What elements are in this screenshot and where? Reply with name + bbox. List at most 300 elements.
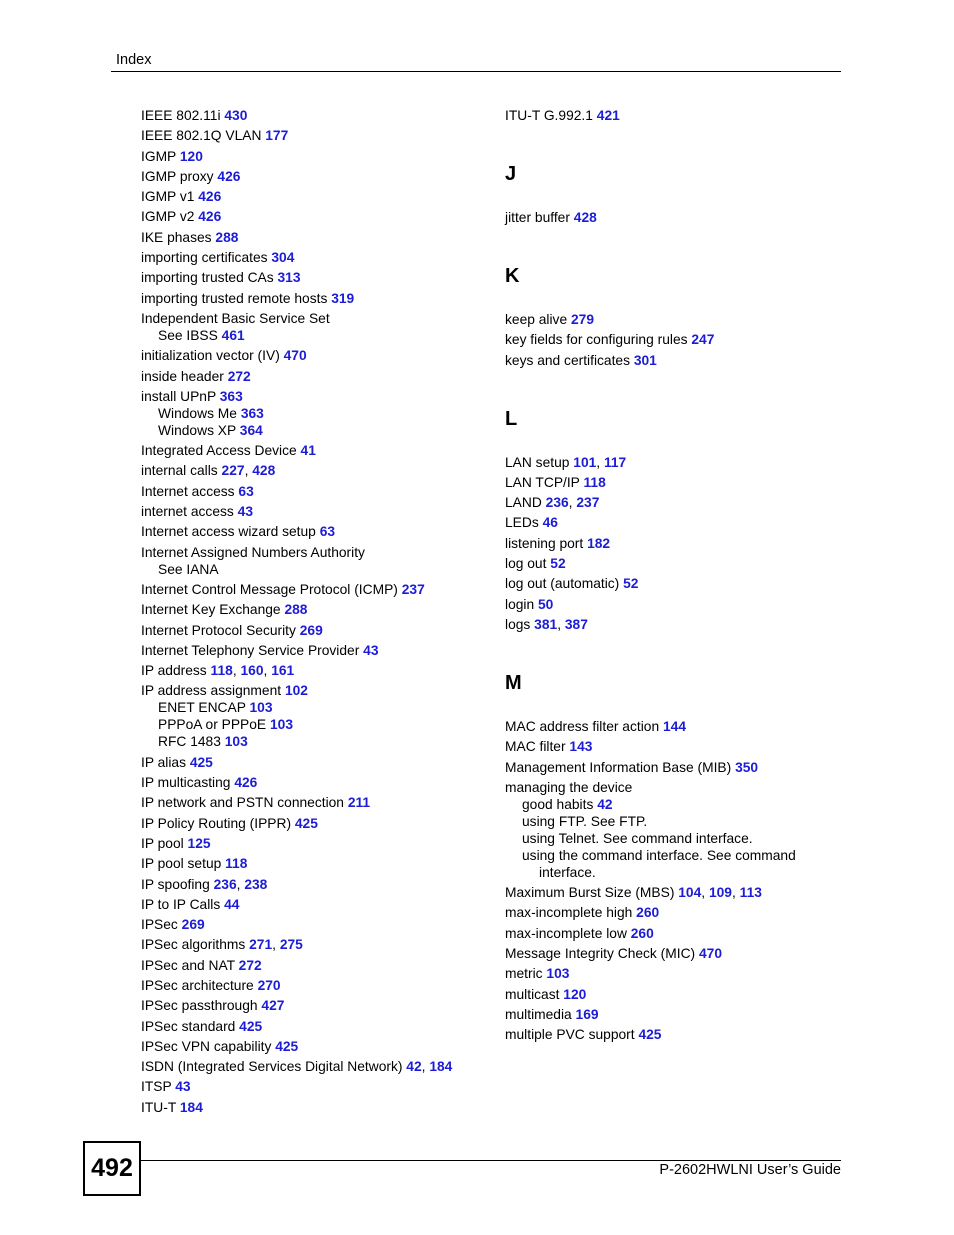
index-term: See IBSS [158,327,222,343]
page-link[interactable]: 169 [575,1006,599,1022]
page-link[interactable]: 52 [623,576,639,592]
index-term: IGMP proxy [141,168,218,184]
index-entry [505,904,845,921]
page-link[interactable]: 313 [277,270,301,286]
index-term: multicast [505,986,564,1002]
index-entry-main [141,208,491,225]
page-link[interactable]: 269 [181,917,205,933]
page-link[interactable]: 161 [271,663,295,679]
index-term: IEEE 802.1Q VLAN [141,128,266,144]
page-link[interactable]: 125 [187,835,211,851]
page-link[interactable]: 109 [708,885,732,901]
index-term: IPSec passthrough [141,998,262,1014]
index-term: IEEE 802.11i [141,108,225,123]
index-term: IP pool [141,835,188,851]
index-term: managing the device [505,779,633,795]
header-divider [111,71,841,72]
page-link[interactable]: 63 [319,524,336,540]
index-entry [141,1058,491,1075]
index-entry-main [505,311,845,328]
index-term: Message Integrity Check (MIC) [505,946,699,962]
index-entry [505,209,845,226]
index-entry-main [141,682,491,699]
index-term: RFC 1483 [158,734,225,750]
index-entry-main [141,442,491,459]
index-entry [141,168,491,185]
page-link[interactable]: 52 [550,556,566,572]
index-term: key fields for configuring rules [505,332,692,348]
page-link[interactable]: 42 [597,796,613,812]
page-link[interactable]: 381 [534,616,558,632]
index-term: Management Information Base (MIB) [505,759,736,775]
index-term: LEDs [505,515,543,531]
index-entry-main [141,388,491,405]
index-entry-main [141,107,491,124]
page-link[interactable]: 44 [224,896,240,912]
index-entry [505,596,845,613]
page-link[interactable]: 41 [300,443,316,459]
page-link[interactable]: 50 [537,596,554,612]
index-term: ITU-T G.992.1 [505,108,597,123]
page-link[interactable]: 430 [224,108,248,123]
index-term: good habits [522,796,598,812]
index-column-right [505,107,845,1047]
index-term: multiple PVC support [505,1027,639,1043]
index-subentry [141,422,491,439]
page-link[interactable]: 182 [587,535,611,551]
index-entry [141,290,491,307]
page-link[interactable]: 103 [224,734,248,750]
index-entry [141,523,491,540]
index-entry [141,601,491,618]
index-term: Maximum Burst Size (MBS) [505,885,679,901]
index-entry-main [141,997,491,1014]
page-link[interactable]: 43 [363,642,379,658]
index-entry [141,642,491,659]
index-term: Independent Basic Service Set [141,310,330,326]
page-link[interactable]: 113 [739,885,762,901]
index-term: Windows XP [158,422,240,438]
index-entry-main [141,368,491,385]
page-link[interactable]: 421 [596,108,620,123]
index-entry-main: LAND 236, 237 [505,495,600,511]
index-entry-main [505,738,845,755]
index-term: log out [505,556,551,572]
index-entry-main [141,347,491,364]
page-link[interactable]: 118 [225,856,248,872]
index-entry [141,462,491,479]
index-entry [505,616,845,633]
index-term: listening port [505,535,588,551]
index-term: Internet Protocol Security [141,622,300,638]
page-link[interactable]: 470 [698,946,723,962]
index-entry [141,754,491,771]
index-entry [505,575,845,592]
index-entry-main [141,581,491,598]
index-entry-main: internal calls 227, 428 [141,463,276,479]
page-link[interactable]: 425 [239,1018,263,1034]
page-link[interactable]: 425 [189,754,213,770]
index-entry [505,107,845,124]
index-term: Internet Telephony Service Provider [141,642,364,658]
index-term: IP network and PSTN connection [141,795,348,811]
page-link[interactable]: 144 [662,718,686,734]
index-entry-main [505,107,845,124]
page-link[interactable]: 43 [237,504,253,520]
index-entry [505,352,845,369]
index-term: IP address assignment [141,683,285,699]
page-link[interactable]: 63 [238,483,254,499]
index-entry-main [141,544,491,561]
index-term: MAC address filter action [505,718,663,734]
index-term: metric [505,966,547,982]
index-term: ITU-T [141,1099,180,1115]
page-link[interactable]: 103 [269,717,294,733]
index-entry-main [141,503,491,520]
index-entry-main [505,945,845,962]
index-term: IP pool setup [141,856,226,872]
page-link[interactable]: 238 [244,876,268,892]
page-link[interactable]: 275 [279,937,303,953]
index-entry [141,269,491,286]
index-entry [141,936,491,953]
page-link[interactable]: 425 [294,815,318,831]
page-link[interactable]: 260 [636,905,660,921]
index-entry [141,682,491,750]
index-term: IGMP v2 [141,209,199,225]
index-entry [141,249,491,266]
index-entry-main [141,896,491,913]
page-link[interactable]: 46 [542,515,558,531]
index-term: internet access [141,504,238,520]
index-term: LAND [505,495,546,511]
index-term: IP address [141,663,211,679]
index-entry [141,997,491,1014]
index-entry [141,977,491,994]
page-link[interactable]: 426 [217,168,241,184]
index-entry-main [141,290,491,307]
index-entry-main [505,1006,845,1023]
index-entry [141,662,491,679]
index-subentry [505,864,845,881]
page-link[interactable]: 470 [283,348,307,364]
index-entry [141,957,491,974]
index-entry [505,925,845,942]
index-entry [505,331,845,348]
index-entry [141,855,491,872]
index-entry [505,555,845,572]
index-entry [141,148,491,165]
page-link[interactable]: 247 [691,332,715,348]
page-link[interactable]: 177 [265,128,289,144]
page-link[interactable]: 211 [347,795,371,811]
section-letter: J [505,163,517,185]
index-entry [141,581,491,598]
index-entry [505,474,845,491]
index-entry [141,483,491,500]
page-link[interactable]: 42 [406,1059,422,1075]
index-entry [141,835,491,852]
index-entry [505,535,845,552]
index-subentry [141,733,491,750]
index-subentry [141,699,491,716]
index-entry-main: Maximum Burst Size (MBS) 104, 109, 113 [505,885,762,901]
index-term: using FTP. See FTP. [522,813,648,829]
page-link[interactable]: 319 [331,290,355,306]
index-entry-main [141,127,491,144]
index-term: IPSec and NAT [141,957,239,973]
index-entry-main [505,986,845,1003]
index-entry [141,442,491,459]
index-entry [505,759,845,776]
index-term: initialization vector (IV) [141,348,284,364]
index-term: using the command interface. See command [522,847,796,863]
page-link[interactable]: 236 [545,495,569,511]
index-entry-main: IP address 118, 160, 161 [141,663,295,679]
section-letter: K [505,265,520,287]
index-entry [141,1018,491,1035]
page-link[interactable]: 184 [429,1059,453,1075]
index-entry-main [141,957,491,974]
index-entry-main [141,188,491,205]
page-link[interactable]: 271 [249,937,273,953]
page-link[interactable]: 103 [249,700,273,716]
index-term: Internet Control Message Protocol (ICMP) [141,581,402,597]
page-link[interactable]: 363 [240,405,264,421]
page-link[interactable]: 288 [215,229,239,245]
index-entry [505,986,845,1003]
page-link[interactable]: 428 [252,463,276,479]
index-entry-main [141,977,491,994]
index-term: IPSec algorithms [141,937,250,953]
index-term: jitter buffer [505,210,574,225]
index-entry [141,188,491,205]
page-link[interactable]: 120 [563,986,587,1002]
index-entry-main [505,209,845,226]
page-link[interactable]: 104 [678,885,702,901]
index-term: ENET ENCAP [158,700,250,716]
page-link[interactable]: 117 [603,454,627,470]
index-term: interface. [539,864,596,880]
index-entry-main [141,310,491,327]
index-entry-main [141,642,491,659]
index-term: keys and certificates [505,352,634,368]
page-link[interactable]: 426 [198,209,222,225]
index-term: IP to IP Calls [141,896,225,912]
page-link[interactable]: 304 [271,250,295,266]
page-link[interactable]: 428 [573,210,597,225]
index-entry-main [141,1078,491,1095]
index-entry-main [141,855,491,872]
index-entry-main [505,575,845,592]
index-entry-main [141,774,491,791]
page-link[interactable]: 184 [179,1099,203,1115]
index-entry-main [141,1099,491,1116]
index-subentry [505,796,845,813]
index-term: log out (automatic) [505,576,624,592]
page-link[interactable]: 425 [638,1027,662,1043]
index-entry-main: IP spoofing 236, 238 [141,876,268,892]
index-entry-main [505,352,845,369]
index-term: max-incomplete high [505,905,637,921]
index-subentry [505,830,845,847]
index-term: Internet Assigned Numbers Authority [141,544,365,560]
page-link[interactable]: 427 [261,998,285,1014]
index-term: See IANA [158,561,219,577]
index-entry-main [505,718,845,735]
page-link[interactable]: 425 [275,1038,299,1054]
page-link[interactable]: 118 [583,474,606,490]
index-entry-main [141,815,491,832]
page-link[interactable]: 236 [213,876,237,892]
index-term: login [505,596,538,612]
index-entry [141,310,491,344]
page-link[interactable]: 426 [198,189,222,205]
index-term: IPSec [141,917,182,933]
index-entry [505,494,845,511]
page-link[interactable]: 272 [227,368,251,384]
page-link[interactable]: 387 [564,616,588,632]
index-term: LAN setup [505,454,574,470]
page-link[interactable]: 461 [221,327,245,343]
index-term: Integrated Access Device [141,443,301,459]
index-entry [141,229,491,246]
index-entry [505,514,845,531]
page-link[interactable]: 426 [234,775,258,791]
page-link[interactable]: 160 [240,663,264,679]
index-entry-main [141,483,491,500]
index-entry-main [141,168,491,185]
index-term: LAN TCP/IP [505,474,584,490]
index-entry-main: logs 381, 387 [505,616,588,632]
index-entry [141,896,491,913]
index-entry-main [505,514,845,531]
index-entry [141,503,491,520]
index-entry [141,368,491,385]
page-link[interactable]: 101 [573,454,597,470]
page-link[interactable]: 350 [735,759,759,775]
index-entry-main [141,794,491,811]
index-entry-main [141,754,491,771]
index-term: ITSP [141,1079,176,1095]
page-link[interactable]: 43 [175,1079,191,1095]
index-entry-main [505,925,845,942]
page-link[interactable]: 364 [239,422,263,438]
index-entry [505,945,845,962]
index-entry [505,738,845,755]
index-subentry [141,716,491,733]
index-term: IPSec VPN capability [141,1038,276,1054]
index-entry [141,544,491,578]
page-link[interactable]: 120 [179,148,203,164]
section-letter: M [505,671,522,694]
index-entry-main [505,535,845,552]
index-term: importing certificates [141,250,272,266]
index-term: Windows Me [158,405,241,421]
index-entry-main [505,1026,845,1043]
index-entry-main [141,523,491,540]
index-entry [141,1099,491,1116]
page-link[interactable]: 227 [221,463,245,479]
index-entry-main [141,249,491,266]
index-entry [505,718,845,735]
index-entry-main [505,331,845,348]
index-entry [141,1038,491,1055]
index-entry-main: IPSec algorithms 271, 275 [141,937,303,953]
index-entry-main [141,1018,491,1035]
index-entry [141,622,491,639]
footer-divider [139,1160,841,1161]
index-entry [141,815,491,832]
page-link[interactable]: 103 [546,966,570,982]
index-column-left [141,107,491,1119]
index-entry [141,388,491,439]
index-entry-main [505,779,845,796]
index-entry-main [141,835,491,852]
index-term: Internet Key Exchange [141,602,285,618]
page-link[interactable]: 288 [284,602,308,618]
index-entry [141,794,491,811]
index-term: install UPnP [141,388,220,404]
index-term: IP multicasting [141,775,235,791]
page-link[interactable]: 270 [257,977,281,993]
guide-title: P-2602HWLNI User’s Guide [659,1162,841,1178]
index-term: PPPoA or PPPoE [158,717,270,733]
index-term: multimedia [505,1006,576,1022]
index-entry-main: ISDN (Integrated Services Digital Network) 42, 184 [141,1059,453,1075]
index-entry [141,208,491,225]
index-entry [141,774,491,791]
page-link[interactable]: 301 [633,352,657,368]
index-entry [141,107,491,124]
index-subentry [141,405,491,422]
page-link[interactable]: 363 [219,388,243,404]
page-link[interactable]: 272 [238,957,262,973]
page-link[interactable]: 237 [576,495,600,511]
index-subentry [141,561,491,578]
index-entry [141,127,491,144]
page-link[interactable]: 143 [569,739,593,755]
index-term: IP alias [141,754,190,770]
index-entry [505,965,845,982]
page-link[interactable]: 102 [284,683,308,699]
index-entry-main [505,759,845,776]
index-entry-main [141,148,491,165]
index-term: IP Policy Routing (IPPR) [141,815,295,831]
index-entry-main [141,622,491,639]
index-term: using Telnet. See command interface. [522,830,753,846]
index-term: inside header [141,368,228,384]
page-link[interactable]: 260 [630,925,654,941]
index-subentry [141,327,491,344]
page-header-title: Index [116,52,152,68]
index-entry-main [141,269,491,286]
index-term: importing trusted remote hosts [141,290,332,306]
index-term: IPSec architecture [141,977,258,993]
index-entry-main [505,474,845,491]
page-link[interactable]: 118 [210,663,233,679]
index-term: Internet access wizard setup [141,524,320,540]
index-entry [505,311,845,328]
page-link[interactable]: 269 [299,622,323,638]
page-link[interactable]: 237 [401,581,425,597]
page-link[interactable]: 279 [570,312,594,327]
index-entry [141,876,491,893]
index-term: keep alive [505,312,571,327]
index-entry-main [141,1038,491,1055]
index-term: Internet access [141,483,239,499]
index-term: ISDN (Integrated Services Digital Network) [141,1059,407,1075]
